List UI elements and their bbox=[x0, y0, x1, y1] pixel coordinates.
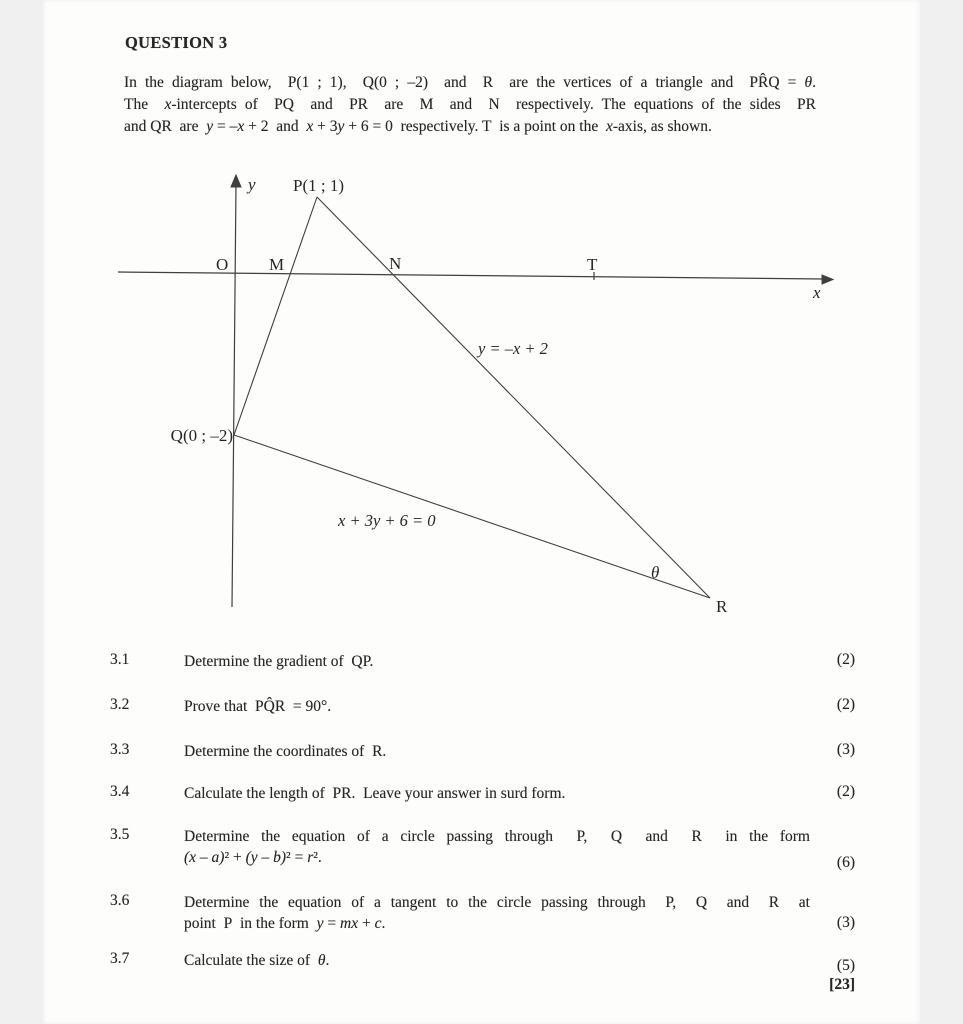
triangle-diagram bbox=[113, 168, 845, 622]
question-row-3-7 bbox=[110, 950, 855, 996]
intro-line-1: In the diagram below, P(1 ; 1), Q(0 ; –2) and R are the vertices of a triangle and PR̂Q = θ. bbox=[124, 74, 816, 91]
origin-label: O bbox=[216, 255, 229, 274]
question-text: Prove that PQ̂R = 90°. bbox=[184, 698, 332, 715]
mark-allocation: (2) bbox=[836, 651, 855, 668]
question-row-3-3 bbox=[110, 741, 855, 787]
y-axis bbox=[232, 184, 236, 607]
question-row-3-6 bbox=[110, 892, 855, 938]
x-axis-arrow bbox=[822, 275, 833, 284]
m-intercept-label: M bbox=[269, 255, 285, 274]
question-text: Calculate the length of PR. Leave your answer in surd form. bbox=[184, 785, 566, 802]
question-number: 3.4 bbox=[110, 783, 130, 800]
mark-allocation: (2) bbox=[836, 696, 855, 713]
question-number: 3.3 bbox=[110, 741, 130, 758]
question-row-3-2 bbox=[110, 696, 855, 742]
y-axis-arrow bbox=[231, 175, 241, 187]
intro-line-3: and QR are y = –x + 2 and x + 3y + 6 = 0 respectively. T is a point on the x-axis, as shown. bbox=[124, 118, 712, 135]
question-number: 3.2 bbox=[110, 696, 130, 713]
question-text: Calculate the size of θ. bbox=[184, 952, 330, 969]
qr-equation-label: x + 3y + 6 = 0 bbox=[338, 511, 436, 530]
question-text: Determine the coordinates of R. bbox=[184, 743, 387, 760]
r-vertex-label: R bbox=[716, 597, 728, 616]
t-point-label: T bbox=[587, 255, 598, 274]
question-row-3-1 bbox=[110, 651, 855, 697]
p-vertex-label: P(1 ; 1) bbox=[293, 176, 344, 195]
side-pr-line bbox=[317, 197, 710, 598]
side-qr-line bbox=[234, 435, 710, 598]
intro-line-2: The x-intercepts of PQ and PR are M and N respectively. The equations of the sides PR bbox=[124, 96, 816, 113]
question-row-3-5 bbox=[110, 826, 855, 872]
question-text: Determine the equation of a tangent to the circle passing through P, Q and R at point P in the form y = mx + c. bbox=[184, 894, 810, 932]
mark-allocation: (2) bbox=[836, 783, 855, 800]
question-number: 3.1 bbox=[110, 651, 130, 668]
n-intercept-label: N bbox=[389, 254, 402, 273]
question-number: 3.6 bbox=[110, 892, 130, 909]
y-axis-label: y bbox=[248, 175, 256, 194]
theta-angle-label: θ bbox=[651, 563, 660, 582]
question-text: Determine the gradient of QP. bbox=[184, 653, 374, 670]
q-vertex-label: Q(0 ; –2) bbox=[170, 426, 233, 445]
question-number: 3.7 bbox=[110, 950, 130, 967]
mark-allocation: (5) bbox=[836, 957, 855, 974]
total-marks: [23] bbox=[829, 976, 855, 993]
mark-allocation: (3) bbox=[836, 914, 855, 931]
pr-equation-label: y = –x + 2 bbox=[478, 339, 548, 358]
document-page bbox=[43, 0, 920, 1024]
side-pq-line bbox=[234, 197, 317, 435]
question-text: Determine the equation of a circle passing through P, Q and R in the form (x – a)² + (y – b)² = r². bbox=[184, 828, 810, 866]
question-number: 3.5 bbox=[110, 826, 130, 843]
mark-allocation: (3) bbox=[836, 741, 855, 758]
question-row-3-4 bbox=[110, 783, 855, 829]
x-axis-label: x bbox=[813, 283, 821, 302]
question-heading: QUESTION 3 bbox=[125, 33, 228, 52]
mark-allocation: (6) bbox=[836, 854, 855, 871]
question-intro-paragraph bbox=[124, 72, 816, 138]
